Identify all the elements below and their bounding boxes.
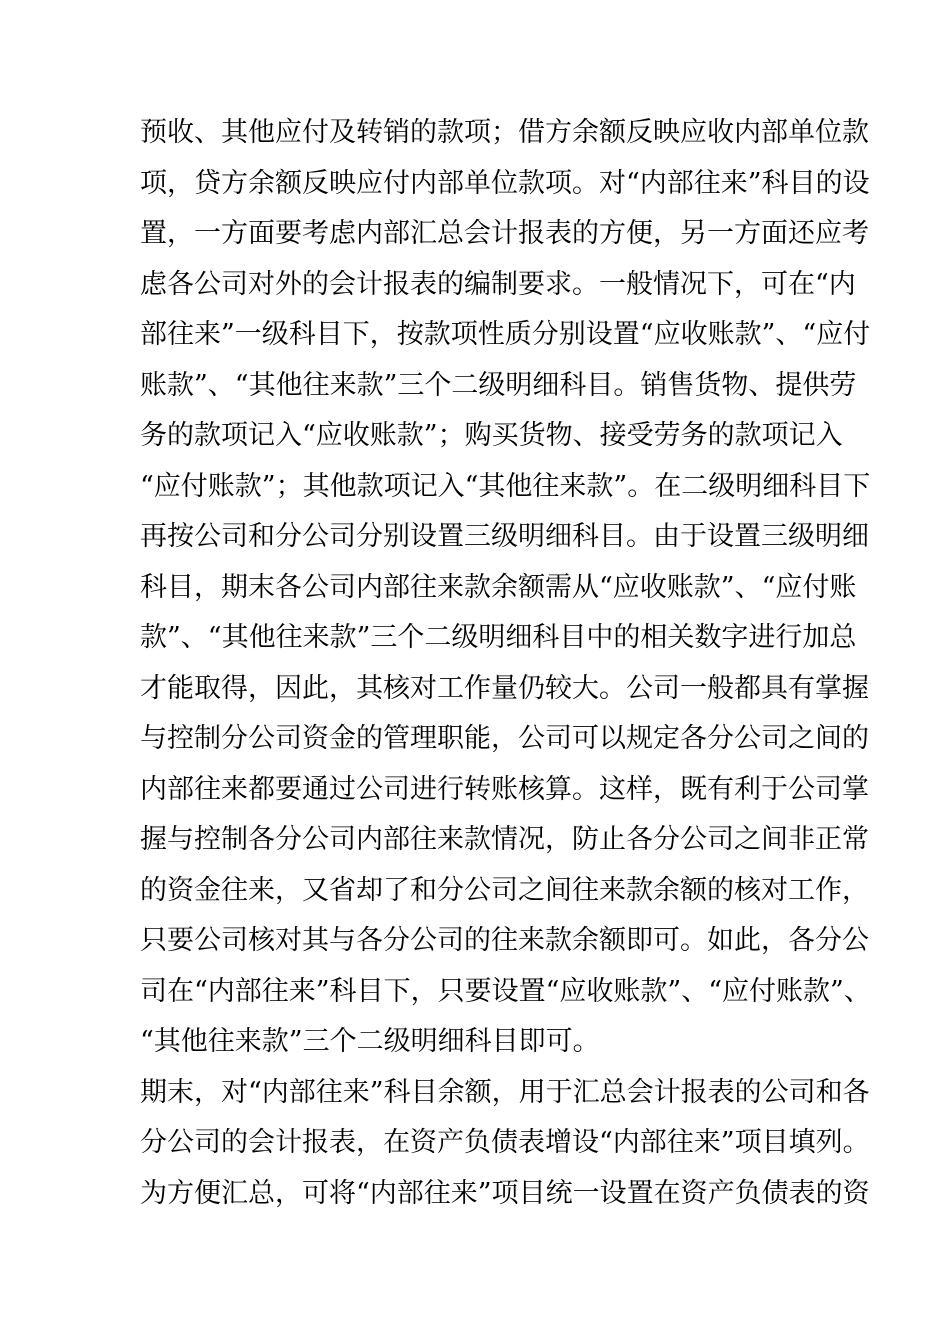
body-text [140, 108, 871, 1219]
text-line: 内部往来都要通过公司进行转账核算。这样，既有利于公司掌 [140, 773, 869, 805]
text-line: 期末，对“内部往来”科目余额，用于汇总会计报表的公司和各 [140, 1076, 870, 1108]
text-line: 握与控制各分公司内部往来款情况，防止各分公司之间非正常 [140, 824, 869, 855]
text-line: 项，贷方余额反映应付内部单位款项。对“内部往来”科目的设 [140, 167, 870, 199]
text-line: 司在“内部往来”科目下，只要设置“应收账款”、“应付账款”、 [140, 975, 871, 1007]
text-line: 预收、其他应付及转销的款项；借方余额反映应收内部单位款 [140, 117, 869, 148]
text-line: 再按公司和分公司分别设置三级明细科目。由于设置三级明细 [140, 521, 869, 552]
text-line: 只要公司核对其与各分公司的往来款余额即可。如此，各分公 [140, 925, 869, 956]
paragraph-2 [140, 1068, 870, 1220]
text-line: 务的款项记入“应收账款”；购买货物、接受劳务的款项记入 [140, 420, 843, 451]
text-line: 的资金往来，又省却了和分公司之间往来款余额的核对工作， [140, 874, 869, 906]
text-line: 科目，期末各公司内部往来款余额需从“应收账款”、“应付账 [140, 571, 857, 603]
paragraph-1 [140, 108, 871, 1068]
text-line: 为方便汇总，可将“内部往来”项目统一设置在资产负债表的资 [140, 1177, 870, 1209]
text-line: 与控制分公司资金的管理职能，公司可以规定各分公司之间的 [140, 723, 869, 754]
text-line: 款”、“其他往来款”三个二级明细科目中的相关数字进行加总 [140, 622, 857, 653]
text-line: 分公司的会计报表，在资产负债表增设“内部往来”项目填列。 [140, 1127, 870, 1158]
text-line: “其他往来款”三个二级明细科目即可。 [140, 1026, 600, 1057]
text-line: 账款”、“其他往来款”三个二级明细科目。销售货物、提供劳 [140, 369, 857, 401]
text-line: 置，一方面要考虑内部汇总会计报表的方便，另一方面还应考 [140, 218, 869, 249]
text-line: 部往来”一级科目下，按款项性质分别设置“应收账款”、“应付 [140, 319, 871, 350]
text-line: “应付账款”；其他款项记入“其他往来款”。在二级明细科目下 [140, 470, 871, 502]
text-line: 才能取得，因此，其核对工作量仍较大。公司一般都具有掌握 [140, 672, 869, 704]
text-line: 虑各公司对外的会计报表的编制要求。一般情况下，可在“内 [140, 268, 856, 300]
